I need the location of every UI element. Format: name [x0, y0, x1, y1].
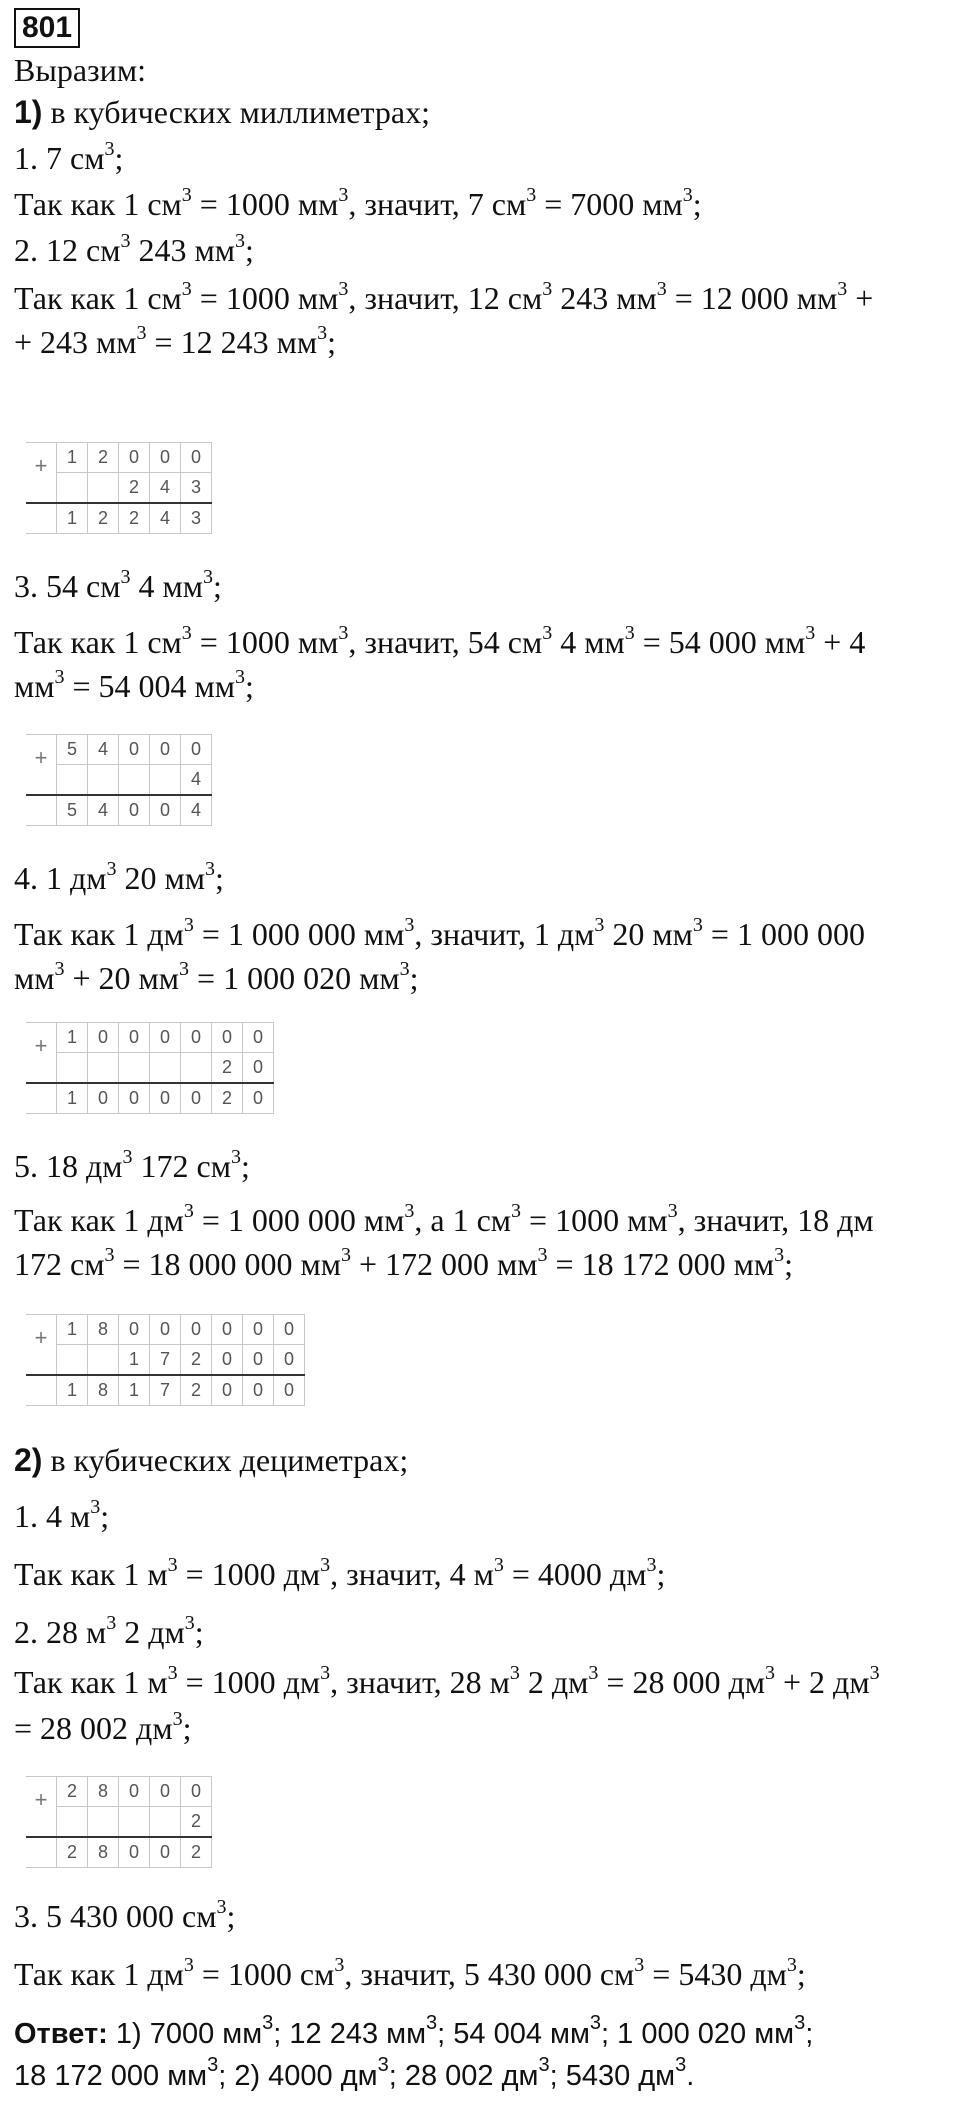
p1-item2-title: 2. 12 $см^3$ 243 $мм^3$; — [14, 230, 254, 268]
digit-cell: 2 — [57, 1837, 88, 1868]
digit-cell: 0 — [150, 1315, 181, 1345]
digit-cell: 4 — [150, 473, 181, 504]
plus-sign — [26, 1375, 57, 1406]
p1-item5-text-line2: 172 $см^3 = 18$ 000 000 $мм^3 + 172$ 000 $мм^3 = 18$ 172 000 $мм^3$; — [14, 1244, 793, 1282]
digit-cell — [150, 765, 181, 796]
column-addition-3 — [26, 1022, 274, 1114]
digit-cell: 0 — [119, 443, 150, 473]
p1-item3-text-line2: $мм^3 = 54$ 004 $мм^3$; — [14, 666, 254, 704]
digit-cell: 7 — [150, 1375, 181, 1406]
digit-cell: 0 — [212, 1375, 243, 1406]
digit-cell: 1 — [57, 1023, 88, 1053]
digit-cell: 0 — [119, 1023, 150, 1053]
p1-item3-title: 3. 54 $см^3$ 4 $мм^3$; — [14, 566, 222, 604]
part1-heading-text: в кубических миллиметрах; — [50, 94, 430, 130]
digit-cell: 1 — [57, 503, 88, 534]
digit-cell: 0 — [243, 1023, 274, 1053]
digit-cell: 0 — [243, 1053, 274, 1084]
digit-cell: 0 — [150, 1083, 181, 1114]
digit-cell: 0 — [243, 1375, 274, 1406]
digit-cell: 0 — [181, 1777, 212, 1807]
digit-cell: 0 — [88, 1083, 119, 1114]
digit-cell: 4 — [150, 503, 181, 534]
digit-cell: 2 — [57, 1777, 88, 1807]
plus-sign: + — [26, 443, 57, 473]
digit-cell: 0 — [150, 1023, 181, 1053]
digit-cell — [88, 1053, 119, 1084]
plus-sign — [26, 795, 57, 826]
p1-item1-title: 1. 7 $см^3$; — [14, 138, 124, 176]
digit-cell: 2 — [212, 1083, 243, 1114]
digit-cell — [181, 1053, 212, 1084]
column-addition-5 — [26, 1776, 212, 1868]
p2-item2-title: 2. 28 $м^3$ 2 $дм^3$; — [14, 1612, 204, 1650]
digit-cell: 7 — [150, 1345, 181, 1376]
digit-cell: 8 — [88, 1375, 119, 1406]
digit-cell: 0 — [181, 735, 212, 765]
digit-cell: 0 — [181, 1023, 212, 1053]
digit-cell: 2 — [88, 443, 119, 473]
digit-cell: 2 — [181, 1837, 212, 1868]
digit-cell: 0 — [274, 1315, 305, 1345]
digit-cell: 0 — [274, 1345, 305, 1376]
part2-heading — [14, 1440, 408, 1480]
digit-cell: 0 — [150, 1837, 181, 1868]
digit-cell: 0 — [119, 1837, 150, 1868]
digit-cell: 1 — [119, 1375, 150, 1406]
p2-item1-title: 1. 4 $м^3$; — [14, 1496, 110, 1534]
digit-cell: 0 — [243, 1083, 274, 1114]
part1-label: 1) — [14, 94, 43, 130]
digit-cell: 3 — [181, 503, 212, 534]
p2-item1-text: Так как 1 $м^3 = 1000$ $дм^3$, значит, 4 $м^3 = 4000$ $дм^3$; — [14, 1554, 666, 1592]
digit-cell — [57, 765, 88, 796]
plus-sign: + — [26, 1777, 57, 1807]
answer-line1: Ответ: 1) 7000 $мм^3$; 12 243 $мм^3$; 54 004 $мм^3$; 1 000 020 $мм^3$; — [14, 2012, 814, 2050]
digit-cell: 0 — [212, 1345, 243, 1376]
digit-cell — [150, 1053, 181, 1084]
digit-cell: 0 — [181, 1083, 212, 1114]
digit-cell: 5 — [57, 735, 88, 765]
digit-cell: 0 — [119, 1777, 150, 1807]
plus-sign — [26, 1083, 57, 1114]
digit-cell: 0 — [150, 443, 181, 473]
digit-cell — [150, 1807, 181, 1838]
part2-heading-text: в кубических дециметрах; — [50, 1442, 409, 1478]
digit-cell: 0 — [119, 1083, 150, 1114]
digit-cell: 1 — [57, 1315, 88, 1345]
digit-cell: 0 — [119, 795, 150, 826]
digit-cell: 0 — [119, 1315, 150, 1345]
digit-cell: 0 — [243, 1315, 274, 1345]
digit-cell — [88, 765, 119, 796]
digit-cell — [57, 1053, 88, 1084]
plus-sign: + — [26, 1315, 57, 1345]
digit-cell: 0 — [181, 443, 212, 473]
intro-text: Выразим: — [14, 52, 146, 88]
digit-cell — [119, 765, 150, 796]
p1-item4-title: 4. 1 $дм^3$ 20 $мм^3$; — [14, 858, 224, 896]
column-addition-4 — [26, 1314, 305, 1406]
digit-cell: 0 — [181, 1315, 212, 1345]
digit-cell: 0 — [274, 1375, 305, 1406]
digit-cell: 0 — [243, 1345, 274, 1376]
p1-item2-text-line1: Так как 1 $см^3 = 1000$ $мм^3$, значит, 12 $см^3$ 243 $мм^3 = 12$ 000 $мм^3$ + — [14, 278, 874, 316]
answer-line2: 18 172 000 $мм^3$; 2) 4000 $дм^3$; 28 002 $дм^3$; 5430 $дм^3$. — [14, 2054, 695, 2092]
digit-cell: 1 — [119, 1345, 150, 1376]
digit-cell: 4 — [88, 735, 119, 765]
digit-cell: 0 — [150, 735, 181, 765]
digit-cell: 1 — [57, 443, 88, 473]
digit-cell — [88, 473, 119, 504]
p1-item5-text-line1: Так как 1 $дм^3 = 1$ 000 000 $мм^3$, а 1 $см^3 = 1000$ $мм^3$, значит, 18 дм — [14, 1200, 874, 1238]
plus-sign: + — [26, 1023, 57, 1053]
p2-item2-text-line2: = 28 002 $дм^3$; — [14, 1708, 192, 1746]
digit-cell: 5 — [57, 795, 88, 826]
plus-sign — [26, 503, 57, 534]
digit-cell: 2 — [212, 1053, 243, 1084]
part2-label: 2) — [14, 1442, 43, 1478]
digit-cell: 0 — [150, 1777, 181, 1807]
digit-cell: 4 — [181, 795, 212, 826]
plus-sign — [26, 1837, 57, 1868]
digit-cell: 0 — [212, 1315, 243, 1345]
digit-cell: 2 — [181, 1345, 212, 1376]
p2-item3-text: Так как 1 $дм^3 = 1000$ $см^3$, значит, 5 430 000 $см^3 = 5430$ $дм^3$; — [14, 1954, 806, 1992]
digit-cell: 0 — [212, 1023, 243, 1053]
plus-sign: + — [26, 735, 57, 765]
digit-cell: 4 — [181, 765, 212, 796]
p1-item5-title: 5. 18 $дм^3$ 172 $см^3$; — [14, 1146, 250, 1184]
digit-cell: 2 — [119, 503, 150, 534]
digit-cell — [119, 1807, 150, 1838]
digit-cell — [119, 1053, 150, 1084]
digit-cell: 0 — [150, 795, 181, 826]
digit-cell — [57, 1345, 88, 1376]
answer-label: Ответ: — [14, 2018, 108, 2050]
p1-item2-text-line2: + 243 $мм^3 = 12$ 243 $мм^3$; — [14, 322, 336, 360]
digit-cell: 8 — [88, 1315, 119, 1345]
digit-cell — [88, 1807, 119, 1838]
part1-heading — [14, 92, 430, 132]
digit-cell: 4 — [88, 795, 119, 826]
digit-cell: 8 — [88, 1777, 119, 1807]
p2-item3-title: 3. 5 430 000 $см^3$; — [14, 1896, 236, 1934]
p2-item2-text-line1: Так как 1 $м^3 = 1000$ $дм^3$, значит, 28 $м^3$ 2 $дм^3 = 28$ 000 $дм^3 + 2$ $дм^3$ — [14, 1662, 880, 1700]
digit-cell: 2 — [119, 473, 150, 504]
digit-cell: 3 — [181, 473, 212, 504]
digit-cell: 0 — [119, 735, 150, 765]
digit-cell: 0 — [88, 1023, 119, 1053]
digit-cell: 2 — [181, 1807, 212, 1838]
p1-item4-text-line2: $мм^3 + 20$ $мм^3 = 1$ 000 020 $мм^3$; — [14, 958, 419, 996]
column-addition-2 — [26, 734, 212, 826]
p1-item3-text-line1: Так как 1 $см^3 = 1000$ $мм^3$, значит, 54 $см^3$ 4 $мм^3 = 54$ 000 $мм^3 + 4$ — [14, 622, 866, 660]
digit-cell: 8 — [88, 1837, 119, 1868]
p1-item1-text: Так как 1 $см^3 = 1000$ $мм^3$, значит, 7 $см^3 = 7000$ $мм^3$; — [14, 184, 702, 222]
digit-cell: 1 — [57, 1083, 88, 1114]
digit-cell: 1 — [57, 1375, 88, 1406]
digit-cell — [57, 473, 88, 504]
digit-cell — [57, 1807, 88, 1838]
exercise-number: 801 — [14, 8, 80, 48]
digit-cell: 2 — [181, 1375, 212, 1406]
p1-item4-text-line1: Так как 1 $дм^3 = 1$ 000 000 $мм^3$, значит, 1 $дм^3$ 20 $мм^3 = 1$ 000 000 — [14, 914, 865, 952]
digit-cell — [88, 1345, 119, 1376]
column-addition-1 — [26, 442, 212, 534]
digit-cell: 2 — [88, 503, 119, 534]
